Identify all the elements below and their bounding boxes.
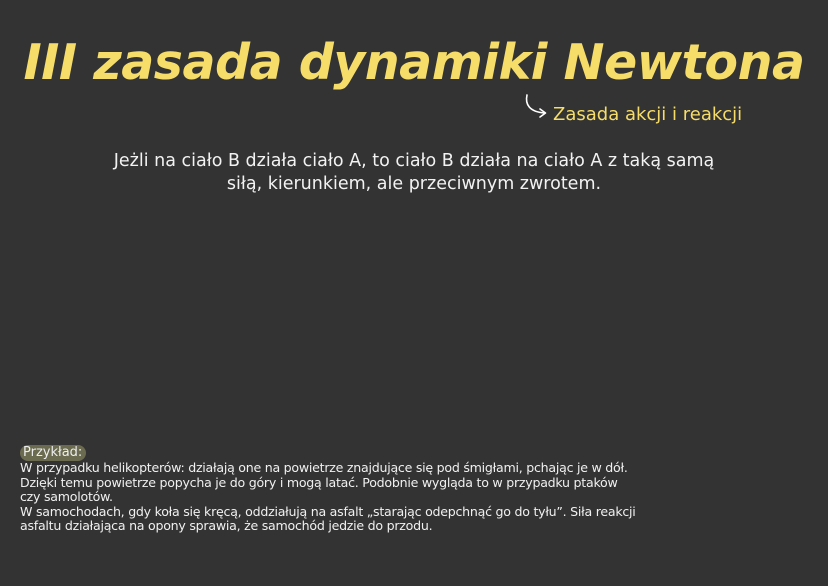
example-line: W przypadku helikopterów: działają one na powietrze znajdujące się pod śmigłami, pchając je w dół. xyxy=(20,460,628,475)
example-section xyxy=(20,441,816,534)
law-statement xyxy=(20,150,808,196)
example-line: W samochodach, gdy koła się kręcą, oddziałują na asfalt „starając odepchnąć go do tyłu”. Siła reakcji xyxy=(20,503,636,519)
example-line: asfaltu działająca na opony sprawia, że samochód jedzie do przodu. xyxy=(20,518,433,534)
page-subtitle: Zasada akcji i reakcji xyxy=(553,104,743,125)
law-statement-line: siłą, kierunkiem, ale przeciwnym zwrotem. xyxy=(226,174,602,194)
example-text xyxy=(20,461,816,534)
curved-arrow-icon xyxy=(522,92,552,122)
subtitle-group xyxy=(522,92,822,125)
example-line: Dzięki temu powietrze popycha je do góry i mogą latać. Podobnie wygląda to w przypadku ptaków xyxy=(20,474,618,490)
example-label: Przykład: xyxy=(20,445,86,461)
example-line: czy samolotów. xyxy=(20,489,113,505)
page-title: III zasada dynamiki Newtona xyxy=(23,34,805,91)
law-statement-line: Jeżli na ciało B działa ciało A, to ciało B działa na ciało A z taką samą xyxy=(113,151,715,171)
